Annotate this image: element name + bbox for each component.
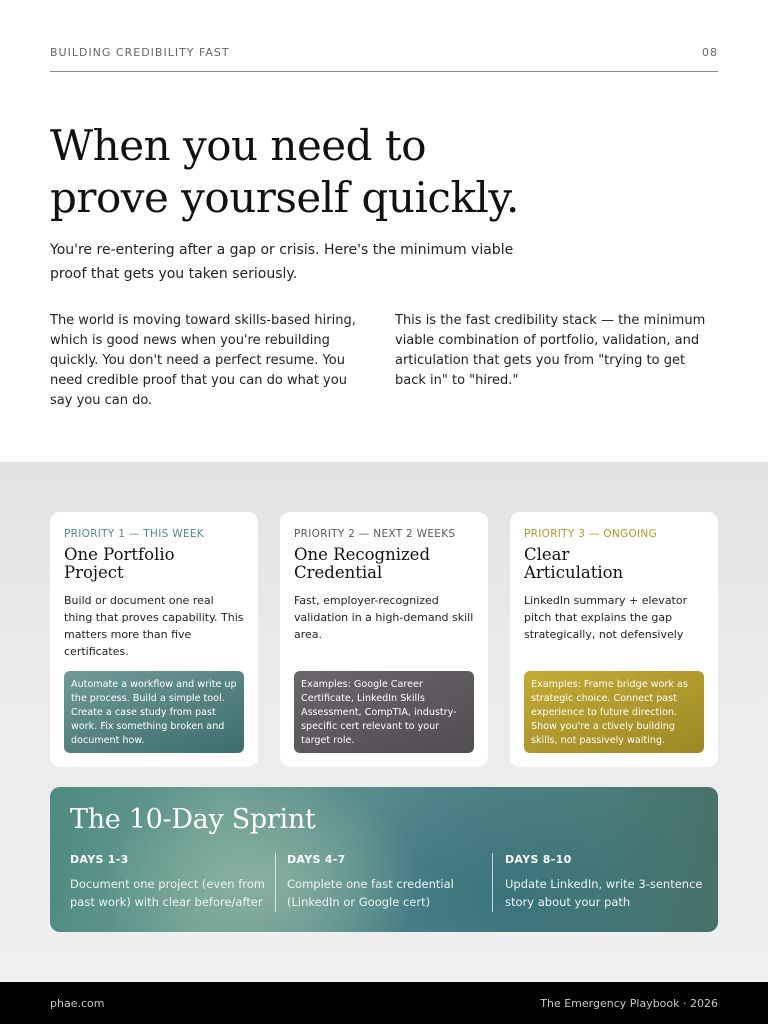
sprint-phase-text: Document one project (even from past work) with clear before/after (70, 877, 266, 909)
priority-title-line-1: One Recognized (294, 545, 431, 564)
footer-site-link[interactable]: phae.com (50, 996, 105, 1010)
priority-card-credential (280, 512, 488, 767)
sprint-title: The 10-Day Sprint (70, 804, 316, 835)
sprint-divider (275, 853, 276, 912)
sprint-phase-days: DAYS 8-10 (505, 853, 572, 866)
priority-kicker: PRIORITY 1 — THIS WEEK (64, 528, 204, 540)
priority-example-box: Examples: Frame bridge work as strategic choice. Connect past experience to future direction. Show you're a ctively building skills, not passively waiting. (524, 671, 704, 753)
sprint-phase-text: Complete one fast credential (LinkedIn or Google cert) (287, 877, 454, 909)
priority-example-box: Examples: Google Career Certificate, LinkedIn Skills Assessment, CompTIA, industry-specific cert relevant to your target role. (294, 671, 474, 753)
sprint-phase-1 (70, 853, 270, 913)
priority-title-line-2: Credential (294, 563, 383, 582)
priority-kicker: PRIORITY 2 — NEXT 2 WEEKS (294, 528, 456, 540)
title-line-1: When you need to (50, 121, 427, 170)
sprint-phase-days: DAYS 1-3 (70, 853, 129, 866)
footer-credit: The Emergency Playbook · 2026 (540, 996, 718, 1010)
page-footer (0, 982, 768, 1024)
priority-description: Build or document one real thing that proves capability. This matters more than five certificates. (64, 594, 244, 658)
priority-title-line-1: Clear (524, 545, 570, 564)
priority-title-line-2: Articulation (524, 563, 624, 582)
sprint-divider (492, 853, 493, 912)
page-header (50, 46, 718, 72)
priority-title (64, 546, 244, 582)
priority-kicker: PRIORITY 3 — ONGOING (524, 528, 658, 540)
sprint-phase-3 (505, 853, 705, 913)
page-number: 08 (702, 46, 718, 59)
section-label: BUILDING CREDIBILITY FAST (50, 46, 230, 59)
page-title (50, 120, 610, 224)
priority-example-box: Automate a workflow and write up the process. Build a simple tool. Create a case study from past work. Fix something broken and document how. (64, 671, 244, 753)
sprint-phase-text: Update LinkedIn, write 3-sentence story about your path (505, 877, 703, 909)
priority-card-portfolio (50, 512, 258, 767)
priority-description: LinkedIn summary + elevator pitch that explains the gap strategically, not defensively (524, 594, 688, 641)
priority-description: Fast, employer-recognized validation in a high-demand skill area. (294, 594, 474, 641)
sprint-panel (50, 787, 718, 932)
intro-left-paragraph: The world is moving toward skills-based hiring, which is good news when you're rebuilding quickly. You don't need a perfect resume. You need credible proof that you can do what you say you can do. (50, 313, 356, 408)
priority-title (294, 546, 474, 582)
page-subtitle: You're re-entering after a gap or crisis. Here's the minimum viable proof that gets you taken seriously. (50, 242, 514, 282)
sprint-phase-days: DAYS 4-7 (287, 853, 346, 866)
intro-right-paragraph: This is the fast credibility stack — the minimum viable combination of portfolio, validation, and articulation that gets you from "trying to get back in" to "hired." (395, 313, 706, 388)
priority-card-articulation (510, 512, 718, 767)
title-line-2: prove yourself quickly. (50, 173, 519, 222)
priority-title-line-1: One Portfolio (64, 545, 175, 564)
sprint-phase-2 (287, 853, 487, 913)
priority-title-line-2: Project (64, 563, 124, 582)
priority-title (524, 546, 704, 582)
